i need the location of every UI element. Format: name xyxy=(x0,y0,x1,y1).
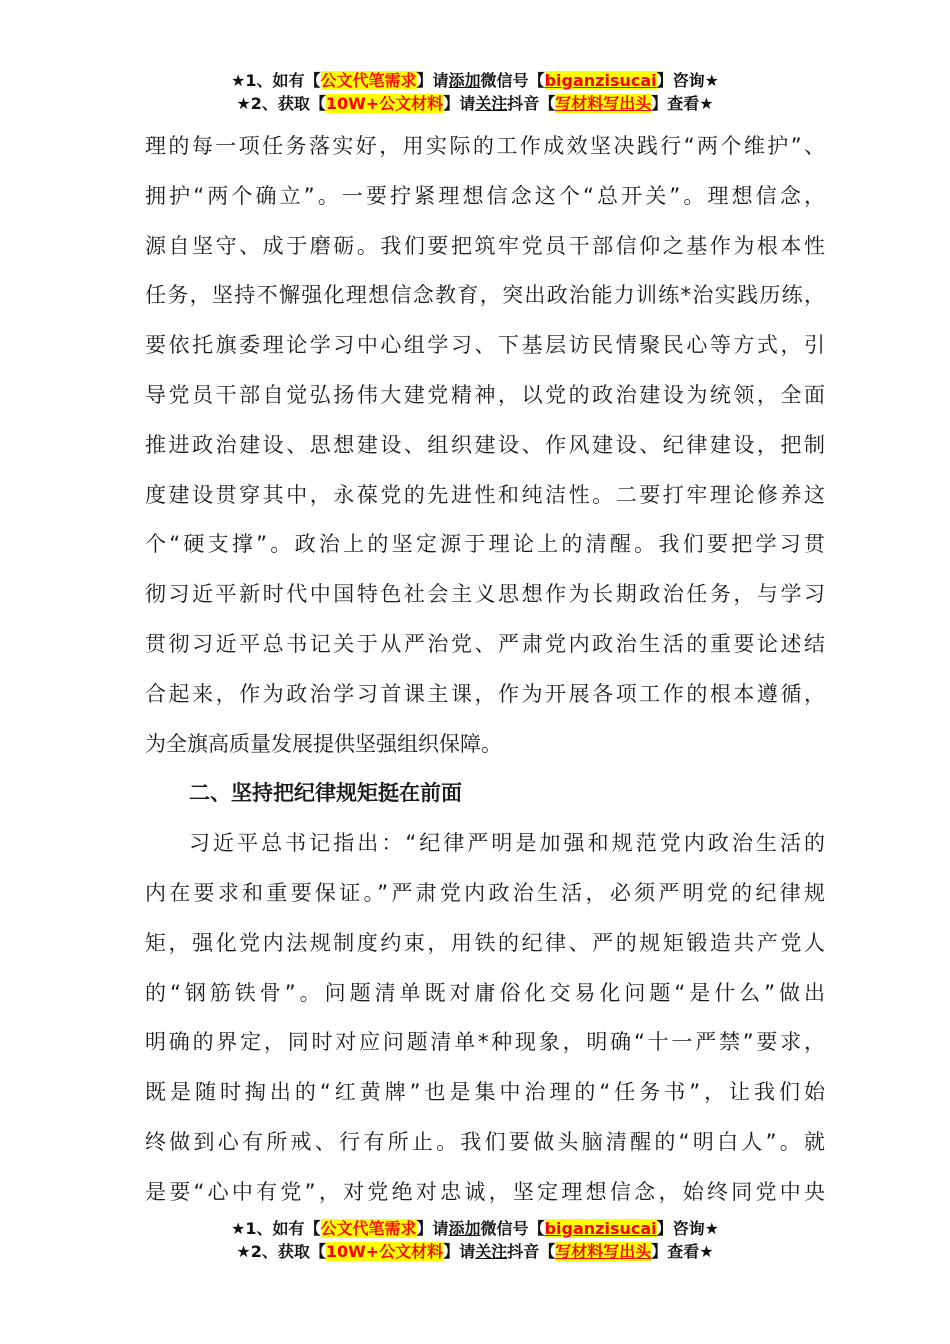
body-line: 导党员干部自觉弘扬伟大建党精神，以党的政治建设为统领，全面 xyxy=(145,382,825,407)
body-line: 既是随时掏出的“红黄牌”也是集中治理的“任务书”，让我们始 xyxy=(145,1080,825,1105)
body-line: 要依托旗委理论学习中心组学习、下基层访民情聚民心等方式，引 xyxy=(145,333,825,358)
promo-highlight-wechat-id: biganzisucai xyxy=(544,71,657,90)
body-line: 合起来，作为政治学习首课主课，作为开展各项工作的根本遵循， xyxy=(145,681,825,706)
promo-underlined: 添加 xyxy=(448,71,481,90)
body-line: 内在要求和重要保证。”严肃党内政治生活，必须严明党的纪律规 xyxy=(145,880,825,905)
promo-highlight: 公文代笔需求 xyxy=(320,71,417,90)
promo-highlight-wechat-id: biganzisucai xyxy=(544,1219,657,1238)
promo-text: 抖音【 xyxy=(507,1242,556,1261)
body-line: 任务，坚持不懈强化理想信念教育，突出政治能力训练*治实践历练， xyxy=(145,283,825,308)
body-line: 理的每一项任务落实好，用实际的工作成效坚决践行“两个维护”、 xyxy=(145,134,825,158)
promo-text: 】请 xyxy=(416,71,449,90)
promo-underlined: 关注 xyxy=(475,94,508,113)
promo-text: 】咨询★ xyxy=(656,71,719,90)
body-line: 度建设贯穿其中，永葆党的先进性和纯洁性。二要打牢理论修养这 xyxy=(145,482,825,507)
body-line: 源自坚守、成于磨砺。我们要把筑牢党员干部信仰之基作为根本性 xyxy=(145,233,825,258)
promo-highlight: 10W+公文材料 xyxy=(325,94,444,113)
body-line: 彻习近平新时代中国特色社会主义思想作为长期政治任务，与学习 xyxy=(145,582,825,607)
promo-text: 】查看★ xyxy=(651,94,714,113)
promo-banner-top xyxy=(0,69,950,115)
promo-text: 微信号【 xyxy=(480,71,545,90)
promo-highlight: 10W+公文材料 xyxy=(325,1242,444,1261)
promo-underlined: 关注 xyxy=(475,1242,508,1261)
promo-banner-bottom xyxy=(0,1217,950,1263)
promo-highlight-douyin-id: 写材料写出头 xyxy=(555,1242,652,1261)
promo-highlight: 公文代笔需求 xyxy=(320,1219,417,1238)
promo-text: 抖音【 xyxy=(507,94,556,113)
body-line: 明确的界定，同时对应问题清单*种现象，明确“十一严禁”要求， xyxy=(145,1030,825,1055)
body-line: 的“钢筋铁骨”。问题清单既对庸俗化交易化问题“是什么”做出 xyxy=(145,980,825,1005)
body-line: 个“硬支撑”。政治上的坚定源于理论上的清醒。我们要把学习贯 xyxy=(145,532,825,557)
body-line: 拥护“两个确立”。一要拧紧理想信念这个“总开关”。理想信念， xyxy=(145,183,825,208)
promo-line-2 xyxy=(0,92,950,115)
body-line: 终做到心有所戒、行有所止。我们要做头脑清醒的“明白人”。就 xyxy=(145,1129,825,1154)
section-heading: 二、坚持把纪律规矩挺在前面 xyxy=(189,781,462,806)
promo-text: ★1、如有【 xyxy=(231,1219,321,1238)
promo-underlined: 添加 xyxy=(448,1219,481,1238)
promo-text: 】查看★ xyxy=(651,1242,714,1261)
promo-text: 微信号【 xyxy=(480,1219,545,1238)
body-line: 是要“心中有党”，对党绝对忠诚，坚定理想信念，始终同党中央 xyxy=(145,1179,825,1204)
promo-text: ★2、获取【 xyxy=(236,94,326,113)
promo-text: ★1、如有【 xyxy=(231,71,321,90)
body-line: 为全旗高质量发展提供坚强组织保障。 xyxy=(145,731,502,756)
promo-text: 】请 xyxy=(443,1242,476,1261)
promo-highlight-douyin-id: 写材料写出头 xyxy=(555,94,652,113)
body-line: 矩，强化党内法规制度约束，用铁的纪律、严的规矩锻造共产党人 xyxy=(145,930,825,955)
promo-text: 】请 xyxy=(416,1219,449,1238)
promo-line-1 xyxy=(0,1217,950,1240)
document-body xyxy=(145,122,825,1218)
promo-text: 】咨询★ xyxy=(656,1219,719,1238)
body-line: 推进政治建设、思想建设、组织建设、作风建设、纪律建设，把制 xyxy=(145,432,825,457)
promo-text: ★2、获取【 xyxy=(236,1242,326,1261)
body-line: 习近平总书记指出：“纪律严明是加强和规范党内政治生活的 xyxy=(189,831,825,856)
body-line: 贯彻习近平总书记关于从严治党、严肃党内政治生活的重要论述结 xyxy=(145,631,825,656)
promo-line-1 xyxy=(0,69,950,92)
promo-line-2 xyxy=(0,1240,950,1263)
promo-text: 】请 xyxy=(443,94,476,113)
